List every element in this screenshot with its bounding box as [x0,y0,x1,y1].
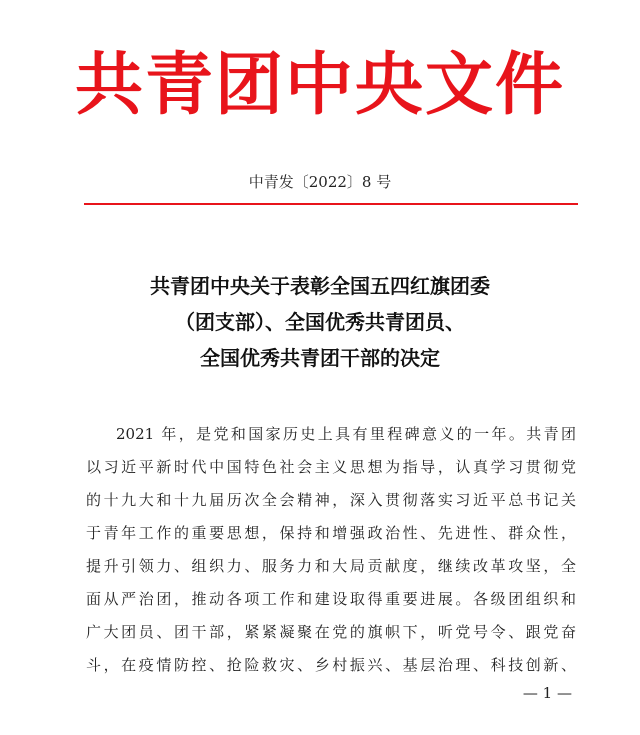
body-paragraph [86,418,576,682]
title-line: 共青团中央关于表彰全国五四红旗团委 [150,274,490,298]
body-line: 于青年工作的重要思想，保持和增强政治性、先进性、群众性， [86,524,576,542]
body-line: 以习近平新时代中国特色社会主义思想为指导，认真学习贯彻党 [86,458,576,476]
title-line: 全国优秀共青团干部的决定 [200,346,440,370]
body-line: 2021 年，是党和国家历史上具有里程碑意义的一年。共青团 [116,425,576,443]
document-title [60,268,580,376]
title-line: （团支部）、全国优秀共青团员、 [175,310,465,334]
body-line: 的十九大和十九届历次全会精神，深入贯彻落实习近平总书记关 [86,491,576,509]
body-line: 提升引领力、组织力、服务力和大局贡献度，继续改革攻坚，全 [86,557,576,575]
red-separator-line [84,203,578,205]
body-line: 广大团员、团干部，紧紧凝聚在党的旗帜下，听党号令、跟党奋 [86,623,576,641]
body-line: 面从严治团，推动各项工作和建设取得重要进展。各级团组织和 [86,590,576,608]
body-line: 斗，在疫情防控、抢险救灾、乡村振兴、基层治理、科技创新、 [86,656,576,674]
document-number: 中青发〔2022〕8 号 [248,173,392,191]
masthead-title: 共青团中央文件 [74,45,565,125]
page-number: — 1 — [522,684,572,702]
